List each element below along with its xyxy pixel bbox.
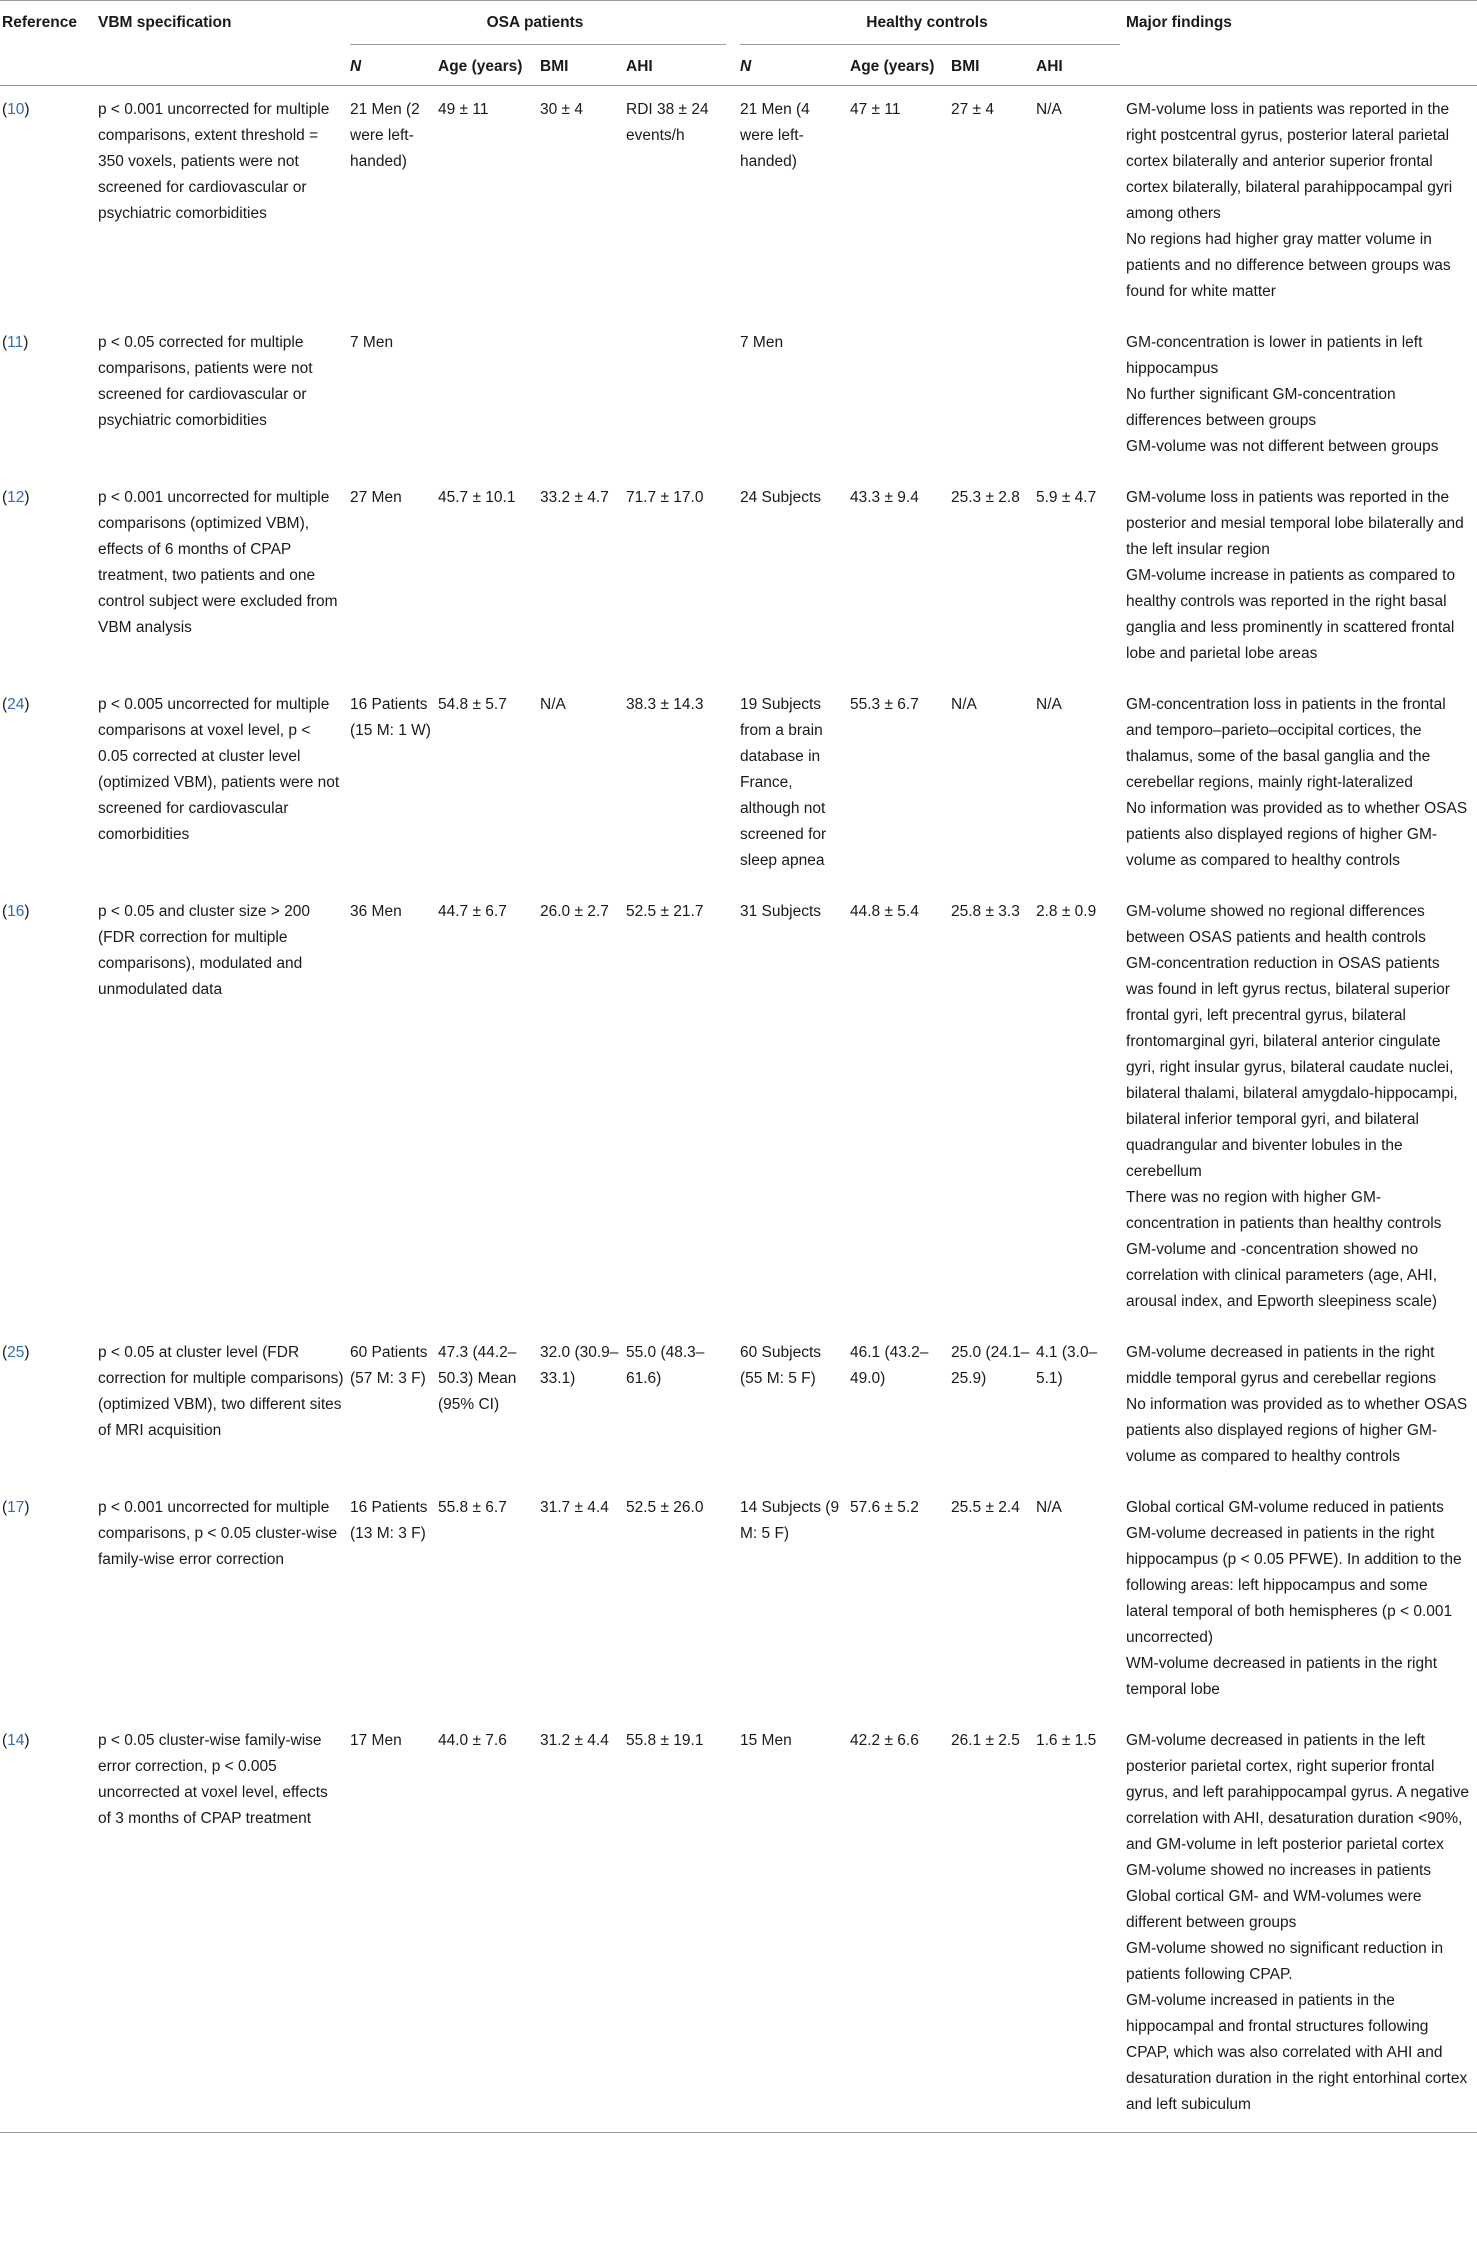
- osa-bmi-cell: 30 ± 4: [540, 101, 583, 118]
- table-row: [0, 319, 1477, 474]
- osa-age-cell: 44.7 ± 6.7: [438, 903, 507, 920]
- reference-cell: (24): [2, 696, 30, 713]
- finding-item: Global cortical GM- and WM-volumes were different between groups: [1126, 1888, 1422, 1931]
- hc-n-cell: 24 Subjects: [740, 489, 821, 506]
- osa-age-cell: 54.8 ± 5.7: [438, 696, 507, 713]
- finding-item: No regions had higher gray matter volume in patients and no difference between groups was found for white matter: [1126, 231, 1451, 300]
- osa-age-cell: 47.3 (44.2–50.3) Mean (95% CI): [438, 1344, 517, 1413]
- hc-bmi-cell: N/A: [951, 696, 977, 713]
- header-vbm-specification: VBM specification: [98, 14, 232, 31]
- header-osa-ahi: AHI: [626, 45, 726, 86]
- gap-cell: [726, 86, 740, 320]
- reference-cell: (25): [2, 1344, 30, 1361]
- reference-cell: (17): [2, 1499, 30, 1516]
- osa-ahi-cell: RDI 38 ± 24 events/h: [626, 101, 709, 144]
- header-gap: [726, 1, 740, 45]
- osa-ahi-cell: [626, 319, 726, 474]
- header-hc-bmi: BMI: [951, 45, 1036, 86]
- osa-bmi-cell: 31.7 ± 4.4: [540, 1499, 609, 1516]
- reference-cell: (12): [2, 489, 30, 506]
- gap-cell: [726, 888, 740, 1329]
- table-row: [0, 1484, 1477, 1717]
- reference-link[interactable]: 10: [7, 101, 25, 118]
- finding-item: GM-volume increase in patients as compared to healthy controls was reported in the right basal ganglia and less prominently in scattered frontal lobe and parietal lobe areas: [1126, 567, 1456, 662]
- header-blank: [98, 45, 350, 86]
- hc-age-cell: 57.6 ± 5.2: [850, 1499, 919, 1516]
- header-major-findings: Major findings: [1126, 14, 1232, 31]
- finding-item: GM-volume loss in patients was reported in the right postcentral gyrus, posterior lateral parietal cortex bilaterally and anterior superior frontal cortex bilaterally, bilateral parahippocampal gyri among others: [1126, 101, 1453, 222]
- header-row-columns: [0, 45, 1477, 86]
- osa-ahi-cell: 71.7 ± 17.0: [626, 489, 704, 506]
- major-findings-cell: [1120, 474, 1477, 681]
- hc-bmi-cell: 26.1 ± 2.5: [951, 1717, 1036, 2133]
- osa-ahi-cell: 52.5 ± 26.0: [626, 1499, 704, 1516]
- osa-n-cell: 7 Men: [350, 334, 394, 351]
- reference-cell: (11): [2, 334, 29, 351]
- table-row: [0, 474, 1477, 681]
- osa-ahi-cell: 55.8 ± 19.1: [626, 1717, 726, 2133]
- osa-n-cell: 16 Patients (15 M: 1 W): [350, 696, 431, 739]
- hc-age-cell: 42.2 ± 6.6: [850, 1717, 951, 2133]
- hc-age-cell: 47 ± 11: [850, 101, 901, 118]
- header-blank: [1120, 45, 1477, 86]
- vbm-specification-cell: p < 0.001 uncorrected for multiple comparisons (optimized VBM), effects of 6 months of CPAP treatment, two patients and one control subject were excluded from VBM analysis: [98, 489, 338, 636]
- finding-item: GM-volume and -concentration showed no correlation with clinical parameters (age, AHI, arousal index, and Epworth sleepiness scale): [1126, 1241, 1438, 1310]
- major-findings-cell: [1120, 888, 1477, 1329]
- finding-item: There was no region with higher GM-concentration in patients than healthy controls: [1126, 1189, 1442, 1232]
- gap-cell: [726, 474, 740, 681]
- hc-n-cell: 14 Subjects (9 M: 5 F): [740, 1499, 840, 1542]
- hc-age-cell: 55.3 ± 6.7: [850, 696, 919, 713]
- finding-item: GM-volume showed no regional differences between OSAS patients and health controls: [1126, 903, 1426, 946]
- finding-item: GM-volume decreased in patients in the right hippocampus (p < 0.05 PFWE). In addition to the following areas: left hippocampus and some lateral temporal of both hemispheres (p < 0.001 uncorrected): [1126, 1525, 1462, 1646]
- header-osa-n: N: [350, 45, 438, 86]
- finding-item: No further significant GM-concentration differences between groups: [1126, 386, 1396, 429]
- header-healthy-controls: Healthy controls: [740, 1, 1120, 45]
- osa-age-cell: 45.7 ± 10.1: [438, 489, 516, 506]
- vbm-specification-cell: p < 0.005 uncorrected for multiple comparisons at voxel level, p < 0.05 corrected at cluster level (optimized VBM), patients were not screened for cardiovascular comorbidities: [98, 696, 340, 843]
- reference-link[interactable]: 17: [7, 1499, 25, 1516]
- reference-cell: (16): [2, 903, 30, 920]
- major-findings-cell: [1120, 86, 1477, 320]
- osa-n-cell: 36 Men: [350, 903, 402, 920]
- header-blank: [0, 45, 98, 86]
- hc-age-cell: [850, 319, 951, 474]
- hc-bmi-cell: [951, 319, 1036, 474]
- gap-cell: [726, 681, 740, 888]
- major-findings-cell: [1120, 319, 1477, 474]
- header-osa-age: Age (years): [438, 45, 540, 86]
- hc-n-cell: 21 Men (4 were left-handed): [740, 101, 810, 170]
- table-row: [0, 1717, 1477, 2133]
- finding-item: No information was provided as to whether OSAS patients also displayed regions of higher GM-volume as compared to healthy controls: [1126, 1396, 1468, 1465]
- osa-bmi-cell: 26.0 ± 2.7: [540, 903, 609, 920]
- vbm-specification-cell: p < 0.05 cluster-wise family-wise error correction, p < 0.005 uncorrected at voxel level, effects of 3 months of CPAP treatment: [98, 1717, 350, 2133]
- reference-cell: (10): [2, 101, 30, 118]
- hc-ahi-cell: 2.8 ± 0.9: [1036, 903, 1097, 920]
- vbm-specification-cell: p < 0.05 corrected for multiple comparisons, patients were not screened for cardiovascular or psychiatric comorbidities: [98, 334, 313, 429]
- finding-item: GM-concentration is lower in patients in left hippocampus: [1126, 334, 1423, 377]
- osa-bmi-cell: N/A: [540, 696, 566, 713]
- table-row: [0, 681, 1477, 888]
- osa-n-cell: 16 Patients (13 M: 3 F): [350, 1499, 428, 1542]
- hc-ahi-cell: 1.6 ± 1.5: [1036, 1717, 1120, 2133]
- header-gap: [726, 45, 740, 86]
- finding-item: GM-volume showed no increases in patients: [1126, 1862, 1431, 1879]
- hc-ahi-cell: [1036, 319, 1120, 474]
- major-findings-cell: [1120, 1329, 1477, 1484]
- osa-age-cell: 55.8 ± 6.7: [438, 1499, 507, 1516]
- osa-n-cell: 27 Men: [350, 489, 402, 506]
- reference-link[interactable]: 12: [7, 489, 25, 506]
- vbm-specification-cell: p < 0.05 at cluster level (FDR correction for multiple comparisons) (optimized VBM), two different sites of MRI acquisition: [98, 1344, 344, 1439]
- osa-ahi-cell: 52.5 ± 21.7: [626, 903, 704, 920]
- gap-cell: [726, 1329, 740, 1484]
- finding-item: GM-volume increased in patients in the hippocampal and frontal structures following CPAP, which was also correlated with AHI and desaturation duration in the right entorhinal cortex and left subiculum: [1126, 1992, 1468, 2113]
- hc-n-cell: 7 Men: [740, 334, 784, 351]
- finding-item: GM-volume showed no significant reduction in patients following CPAP.: [1126, 1940, 1444, 1983]
- osa-age-cell: 44.0 ± 7.6: [438, 1717, 540, 2133]
- header-osa-bmi: BMI: [540, 45, 626, 86]
- gap-cell: [726, 1484, 740, 1717]
- hc-bmi-cell: 25.0 (24.1–25.9): [951, 1344, 1030, 1387]
- table-row: [0, 888, 1477, 1329]
- table-row: [0, 86, 1477, 320]
- finding-item: GM-concentration loss in patients in the frontal and temporo–parieto–occipital cortices, the thalamus, some of the basal ganglia and the cerebellar regions, mainly right-lateralized: [1126, 696, 1446, 791]
- osa-n-cell: 60 Patients (57 M: 3 F): [350, 1344, 428, 1387]
- gap-cell: [726, 1717, 740, 2133]
- osa-bmi-cell: [540, 319, 626, 474]
- osa-n-cell: 17 Men: [350, 1717, 438, 2133]
- major-findings-cell: [1120, 1717, 1477, 2133]
- finding-item: WM-volume decreased in patients in the right temporal lobe: [1126, 1655, 1438, 1698]
- osa-n-cell: 21 Men (2 were left-handed): [350, 101, 420, 170]
- hc-n-cell: 15 Men: [740, 1717, 850, 2133]
- major-findings-cell: [1120, 681, 1477, 888]
- hc-bmi-cell: 25.8 ± 3.3: [951, 903, 1020, 920]
- osa-age-cell: [438, 319, 540, 474]
- header-hc-n: N: [740, 45, 850, 86]
- hc-ahi-cell: N/A: [1036, 101, 1062, 118]
- finding-item: GM-volume decreased in patients in the left posterior parietal cortex, right superior frontal gyrus, and left parahippocampal gyrus. A negative correlation with AHI, desaturation duration <90%, and GM-volume in left posterior parietal cortex: [1126, 1732, 1469, 1853]
- finding-item: GM-volume loss in patients was reported in the posterior and mesial temporal lobe bilaterally and the left insular region: [1126, 489, 1464, 558]
- hc-bmi-cell: 25.3 ± 2.8: [951, 489, 1020, 506]
- osa-bmi-cell: 31.2 ± 4.4: [540, 1717, 626, 2133]
- finding-item: GM-volume was not different between groups: [1126, 438, 1439, 455]
- hc-ahi-cell: N/A: [1036, 696, 1062, 713]
- hc-ahi-cell: 5.9 ± 4.7: [1036, 489, 1097, 506]
- finding-item: GM-concentration reduction in OSAS patients was found in left gyrus rectus, bilateral superior frontal gyri, left precentral gyrus, bilateral frontomarginal gyri, bilateral anterior cingulate gyri, right insular gyrus, bilateral caudate nuclei, bilateral thalami, bilateral amygdalo-hippocampi, bilateral inferior temporal gyri, and bilateral quadrangular and biventer lobules in the cerebellum: [1126, 955, 1458, 1180]
- hc-n-cell: 31 Subjects: [740, 903, 821, 920]
- finding-item: Global cortical GM-volume reduced in patients: [1126, 1499, 1444, 1516]
- gap-cell: [726, 319, 740, 474]
- reference-link[interactable]: 11: [7, 334, 24, 351]
- vbm-specification-cell: p < 0.05 and cluster size > 200 (FDR correction for multiple comparisons), modulated and unmodulated data: [98, 903, 310, 998]
- header-hc-age: Age (years): [850, 45, 951, 86]
- osa-ahi-cell: 38.3 ± 14.3: [626, 696, 704, 713]
- hc-bmi-cell: 27 ± 4: [951, 101, 994, 118]
- reference-cell: (14): [0, 1717, 98, 2133]
- header-hc-ahi: AHI: [1036, 45, 1120, 86]
- hc-age-cell: 44.8 ± 5.4: [850, 903, 919, 920]
- reference-link[interactable]: 14: [7, 1732, 25, 1749]
- osa-age-cell: 49 ± 11: [438, 101, 489, 118]
- osa-bmi-cell: 32.0 (30.9–33.1): [540, 1344, 619, 1387]
- hc-age-cell: 46.1 (43.2–49.0): [850, 1344, 929, 1387]
- finding-item: No information was provided as to whether OSAS patients also displayed regions of higher GM-volume as compared to healthy controls: [1126, 800, 1468, 869]
- reference-link[interactable]: 25: [7, 1344, 25, 1361]
- hc-ahi-cell: 4.1 (3.0–5.1): [1036, 1344, 1098, 1387]
- reference-link[interactable]: 24: [7, 696, 25, 713]
- table-row: [0, 1329, 1477, 1484]
- header-row-groups: [0, 1, 1477, 45]
- hc-bmi-cell: 25.5 ± 2.4: [951, 1499, 1020, 1516]
- major-findings-cell: [1120, 1484, 1477, 1717]
- vbm-specification-cell: p < 0.001 uncorrected for multiple comparisons, p < 0.05 cluster-wise family-wise error correction: [98, 1499, 338, 1568]
- hc-age-cell: 43.3 ± 9.4: [850, 489, 919, 506]
- hc-n-cell: 19 Subjects from a brain database in France, although not screened for sleep apnea: [740, 696, 827, 869]
- vbm-specification-cell: p < 0.001 uncorrected for multiple comparisons, extent threshold = 350 voxels, patients were not screened for cardiovascular or psychiatric comorbidities: [98, 101, 330, 222]
- reference-link[interactable]: 16: [7, 903, 25, 920]
- osa-ahi-cell: 55.0 (48.3–61.6): [626, 1344, 705, 1387]
- osa-bmi-cell: 33.2 ± 4.7: [540, 489, 609, 506]
- finding-item: GM-volume decreased in patients in the right middle temporal gyrus and cerebellar regions: [1126, 1344, 1437, 1387]
- hc-n-cell: 60 Subjects (55 M: 5 F): [740, 1344, 821, 1387]
- header-osa-patients: OSA patients: [350, 1, 726, 45]
- header-reference: Reference: [2, 14, 77, 31]
- hc-ahi-cell: N/A: [1036, 1499, 1062, 1516]
